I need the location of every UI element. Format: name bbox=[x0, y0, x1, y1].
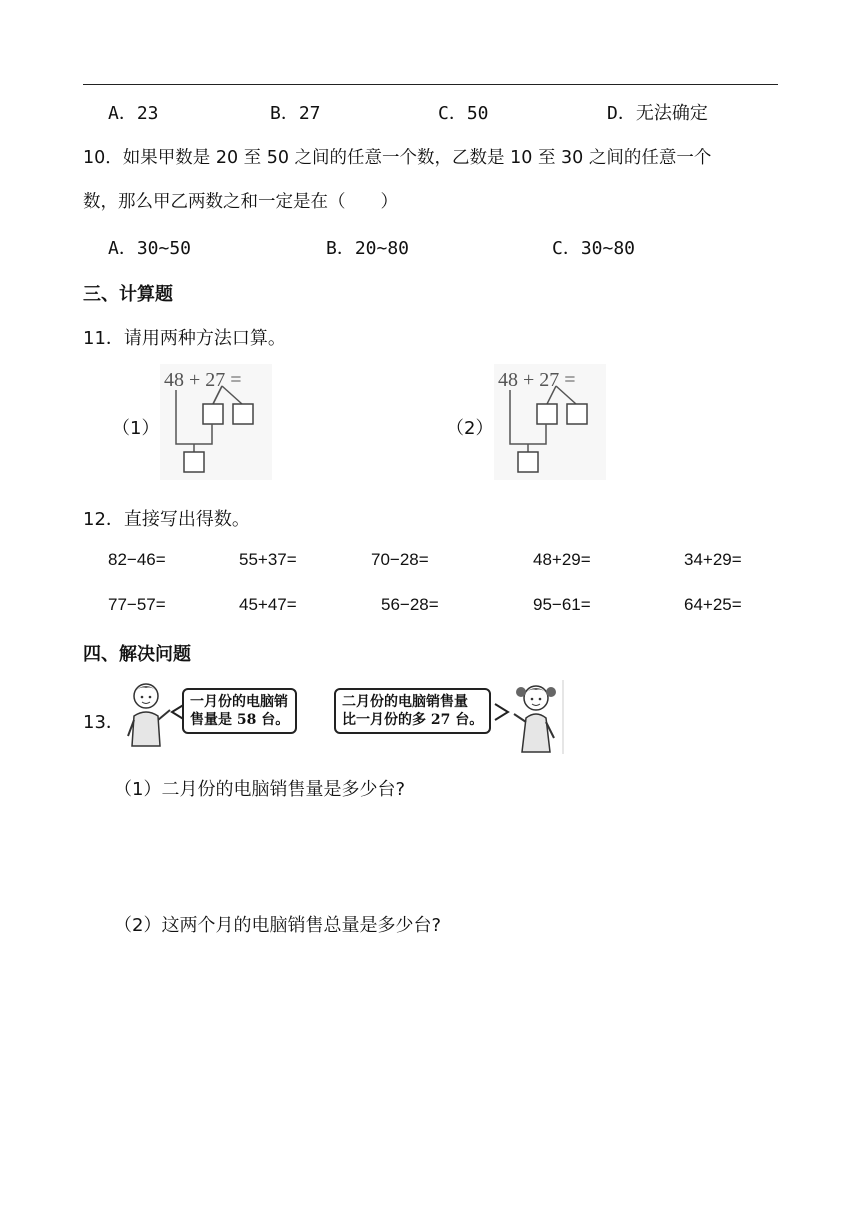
bubble-right-line2: 比一月份的多 27 台。 bbox=[342, 712, 484, 728]
q12-item: 45+47= bbox=[239, 595, 297, 614]
q9-option-d[interactable]: D．无法确定 bbox=[607, 103, 708, 124]
speech-bubble-left bbox=[182, 688, 297, 734]
q11-expression-2: 48 + 27 = bbox=[498, 369, 576, 391]
boy-illustration bbox=[122, 680, 176, 748]
q9-option-b[interactable]: B．27 bbox=[270, 103, 321, 124]
q9-option-a[interactable]: A．23 bbox=[108, 103, 159, 124]
section-4-title: 四、解决问题 bbox=[83, 644, 191, 665]
answer-box[interactable] bbox=[537, 404, 557, 424]
girl-illustration bbox=[506, 680, 564, 754]
q11-label-1: （1） bbox=[112, 418, 160, 439]
q11-diagram-2 bbox=[494, 364, 606, 480]
q12-text: 12．直接写出得数。 bbox=[83, 509, 250, 530]
answer-box[interactable] bbox=[203, 404, 223, 424]
section-3-title: 三、计算题 bbox=[83, 284, 173, 305]
q12-item: 56−28= bbox=[381, 595, 439, 614]
q12-item: 64+25= bbox=[684, 595, 742, 614]
q11-expression-1: 48 + 27 = bbox=[164, 369, 242, 391]
q10-text-line1: 10．如果甲数是 20 至 50 之间的任意一个数，乙数是 10 至 30 之间的任意一个 bbox=[83, 148, 712, 168]
answer-box[interactable] bbox=[233, 404, 253, 424]
q12-item: 34+29= bbox=[684, 550, 742, 569]
q12-item: 82−46= bbox=[108, 550, 166, 569]
q12-item: 77−57= bbox=[108, 595, 166, 614]
q10-option-c[interactable]: C．30~80 bbox=[552, 238, 636, 259]
q12-item: 70−28= bbox=[371, 550, 429, 569]
q9-option-c[interactable]: C．50 bbox=[438, 103, 489, 124]
q11-text: 11．请用两种方法口算。 bbox=[83, 328, 286, 349]
q10-option-b[interactable]: B．20~80 bbox=[326, 238, 410, 259]
bubble-left-line2: 售量是 58 台。 bbox=[190, 712, 290, 728]
speech-bubble-right bbox=[334, 688, 491, 734]
q12-item: 55+37= bbox=[239, 550, 297, 569]
q10-text-line2: 数，那么甲乙两数之和一定是在（ ） bbox=[83, 192, 398, 212]
answer-box[interactable] bbox=[518, 452, 538, 472]
top-rule bbox=[83, 84, 778, 85]
q12-item: 95−61= bbox=[533, 595, 591, 614]
q10-option-a[interactable]: A．30~50 bbox=[108, 238, 192, 259]
q13-sub-question-1: （1）二月份的电脑销售量是多少台? bbox=[114, 779, 406, 800]
answer-box[interactable] bbox=[184, 452, 204, 472]
q11-label-2: （2） bbox=[446, 418, 494, 439]
answer-box[interactable] bbox=[567, 404, 587, 424]
bubble-right-line1: 二月份的电脑销售量 bbox=[342, 694, 468, 710]
q13-number: 13． bbox=[83, 712, 124, 733]
bubble-left-line1: 一月份的电脑销 bbox=[190, 694, 288, 710]
q12-item: 48+29= bbox=[533, 550, 591, 569]
q11-diagram-1 bbox=[160, 364, 272, 480]
q13-sub-question-2: （2）这两个月的电脑销售总量是多少台? bbox=[114, 915, 442, 936]
